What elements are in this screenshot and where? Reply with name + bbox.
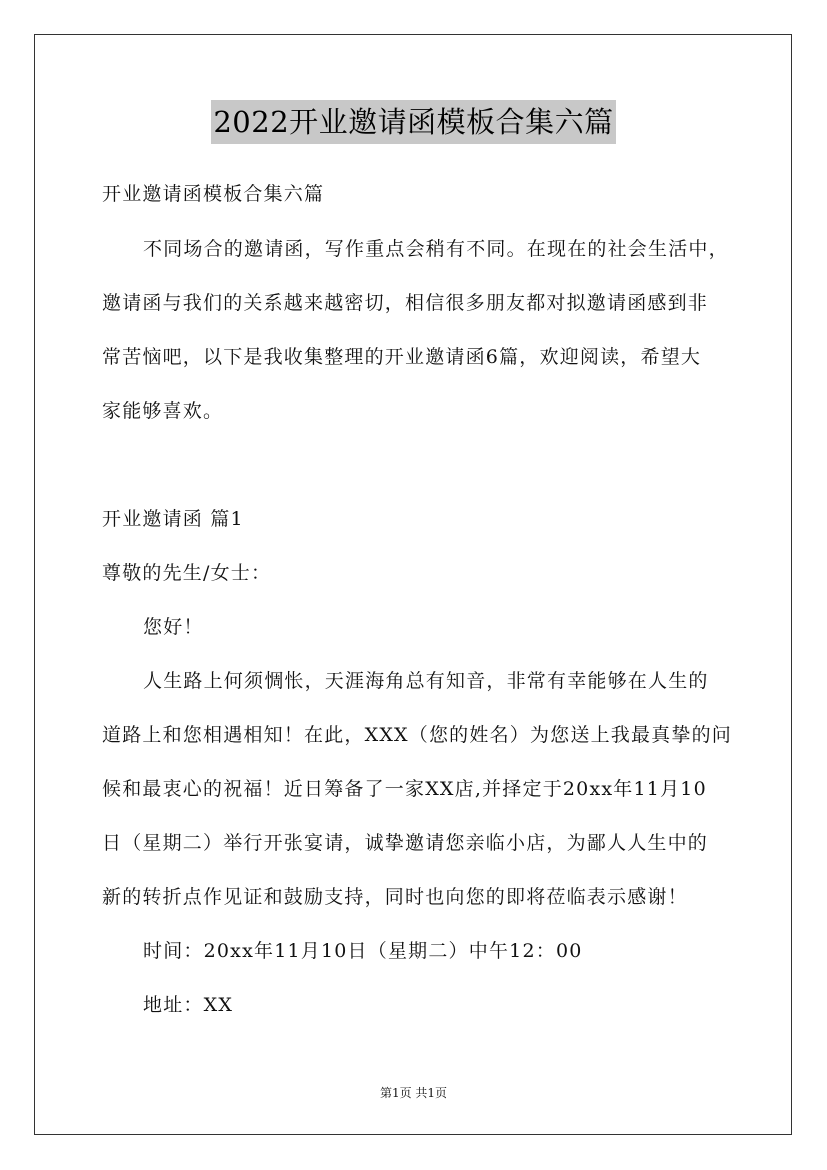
- body-line: 候和最衷心的祝福！近日筹备了一家XX店,并择定于20xx年11月10: [102, 778, 707, 800]
- section-heading: 开业邀请函 篇1: [102, 508, 244, 530]
- intro-line: 不同场合的邀请函，写作重点会稍有不同。在现在的社会生活中，: [143, 238, 729, 260]
- body-line: 人生路上何须惆怅，天涯海角总有知音，非常有幸能够在人生的: [143, 670, 709, 692]
- title-container: [0, 100, 827, 144]
- intro-line: 家能够喜欢。: [102, 400, 224, 422]
- body-line: 新的转折点作见证和鼓励支持，同时也向您的即将莅临表示感谢！: [102, 886, 688, 908]
- page-footer: 第1页 共1页: [379, 1086, 448, 1100]
- event-time: 时间：20xx年11月10日（星期二）中午12：00: [143, 940, 583, 962]
- salutation: 尊敬的先生/女士：: [102, 562, 272, 584]
- intro-line: 常苦恼吧，以下是我收集整理的开业邀请函6篇，欢迎阅读，希望大: [102, 346, 702, 368]
- greeting: 您好！: [143, 616, 204, 638]
- body-line: 日（星期二）举行开张宴请，诚挚邀请您亲临小店，为鄙人人生中的: [102, 832, 709, 854]
- document-title: 2022开业邀请函模板合集六篇: [211, 100, 615, 144]
- document-subtitle: 开业邀请函模板合集六篇: [102, 183, 325, 205]
- body-line: 道路上和您相遇相知！在此，XXX（您的姓名）为您送上我最真挚的问: [102, 724, 732, 746]
- intro-line: 邀请函与我们的关系越来越密切，相信很多朋友都对拟邀请函感到非: [102, 292, 709, 314]
- event-address: 地址：XX: [143, 994, 234, 1016]
